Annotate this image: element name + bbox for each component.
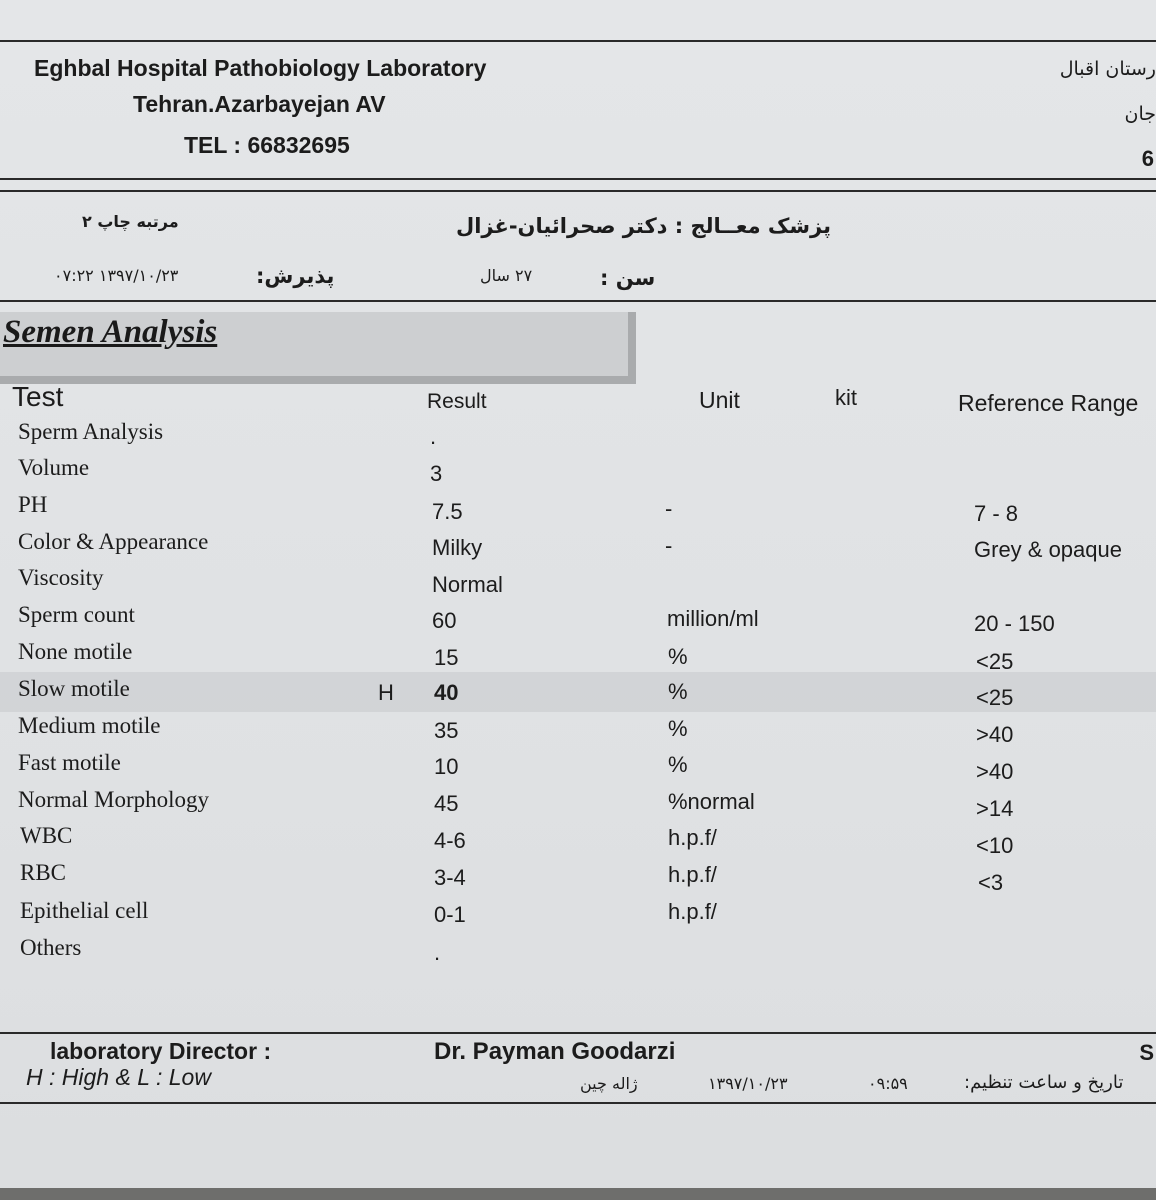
row-test-name: Viscosity (18, 565, 104, 590)
row-flag-high: H (378, 680, 394, 705)
row-test-name: PH (18, 492, 48, 517)
row-result: Normal (432, 572, 503, 597)
col-test: Test (12, 381, 64, 412)
row-result: 3 (430, 461, 443, 486)
patient-info-box (0, 190, 1156, 302)
row-result: 15 (434, 645, 459, 670)
physician: پزشک معــالج : دکتر صحرائیان-غزال (456, 214, 831, 238)
report-title: Semen Analysis (3, 314, 218, 350)
row-test-name: Sperm Analysis (18, 419, 164, 444)
row-test-name: Others (20, 935, 82, 960)
row-result: 60 (432, 608, 457, 633)
top-rule (0, 40, 1156, 42)
row-test-name: Sperm count (18, 602, 135, 627)
row-test-name: Epithelial cell (20, 898, 149, 923)
row-unit: % (668, 716, 688, 741)
col-result: Result (427, 390, 487, 413)
lab-tel: TEL : 66832695 (184, 132, 350, 158)
row-result: 40 (434, 680, 459, 705)
flag-legend: H : High & L : Low (26, 1064, 211, 1090)
age-label: سن : (600, 266, 656, 290)
lab-name-fa: رستان اقبال (1059, 58, 1156, 80)
row-ref: >40 (976, 722, 1014, 747)
row-test-name: Fast motile (18, 750, 121, 775)
lab-tel-fa: 6 (1141, 146, 1154, 171)
row-result: 0-1 (434, 902, 466, 927)
datetime-label: تاریخ و ساعت تنظیم: (964, 1072, 1124, 1093)
row-ref: <25 (976, 649, 1014, 674)
row-ref: >40 (976, 759, 1014, 784)
row-unit: h.p.f/ (668, 899, 717, 924)
row-test-name: Color & Appearance (18, 529, 209, 554)
col-reference: Reference Range (958, 390, 1139, 416)
row-result: 10 (434, 754, 459, 779)
print-count: مرتبه چاپ ۲ (82, 212, 179, 231)
row-unit: % (668, 679, 688, 704)
row-test-name: Normal Morphology (18, 787, 210, 812)
row-result: 45 (434, 791, 459, 816)
row-result: . (430, 424, 437, 449)
row-ref: 20 - 150 (974, 611, 1055, 636)
row-unit: h.p.f/ (668, 825, 717, 850)
row-test-name: RBC (20, 860, 67, 885)
row-unit: % (668, 644, 688, 669)
row-result: 35 (434, 718, 459, 743)
row-result: 7.5 (432, 499, 463, 524)
row-ref: 7 - 8 (974, 501, 1019, 526)
row-test-name: Slow motile (18, 676, 130, 701)
col-unit: Unit (699, 387, 740, 413)
footer-right-partial: S (1139, 1040, 1154, 1065)
row-test-name: None motile (18, 639, 133, 664)
admission-datetime: ۱۳۹۷/۱۰/۲۳ ۰۷:۲۲ (54, 266, 179, 285)
director-name: Dr. Payman Goodarzi (434, 1038, 676, 1065)
row-ref: >14 (976, 796, 1014, 821)
row-unit: %normal (668, 789, 755, 814)
report-time: ۰۹:۵۹ (868, 1074, 908, 1093)
row-result: 3-4 (434, 865, 466, 890)
row-unit: h.p.f/ (668, 862, 717, 887)
admission-label: پذیرش: (256, 264, 335, 288)
col-kit: kit (835, 385, 857, 410)
row-ref: <3 (978, 870, 1004, 895)
report-date: ۱۳۹۷/۱۰/۲۳ (708, 1074, 788, 1093)
row-test-name: Volume (18, 455, 90, 480)
signer-name: ژاله چین (580, 1074, 638, 1093)
row-ref: <10 (976, 833, 1014, 858)
row-test-name: Medium motile (18, 713, 161, 738)
row-result: 4-6 (434, 828, 466, 853)
row-ref: <25 (976, 685, 1014, 710)
age-value: ۲۷ سال (480, 266, 533, 285)
row-test-name: WBC (20, 823, 73, 848)
lab-address-fa: جان (1124, 103, 1156, 125)
row-unit: - (665, 496, 673, 521)
row-unit: - (665, 533, 673, 558)
header-rule (0, 178, 1156, 180)
row-result: . (434, 940, 441, 965)
row-ref: Grey & opaque (974, 537, 1122, 562)
row-unit: % (668, 752, 688, 777)
row-unit: million/ml (667, 606, 759, 631)
lab-name: Eghbal Hospital Pathobiology Laboratory (34, 55, 487, 81)
row-result: Milky (432, 535, 483, 560)
lab-address: Tehran.Azarbayejan AV (133, 91, 386, 117)
director-label: laboratory Director : (50, 1038, 272, 1064)
